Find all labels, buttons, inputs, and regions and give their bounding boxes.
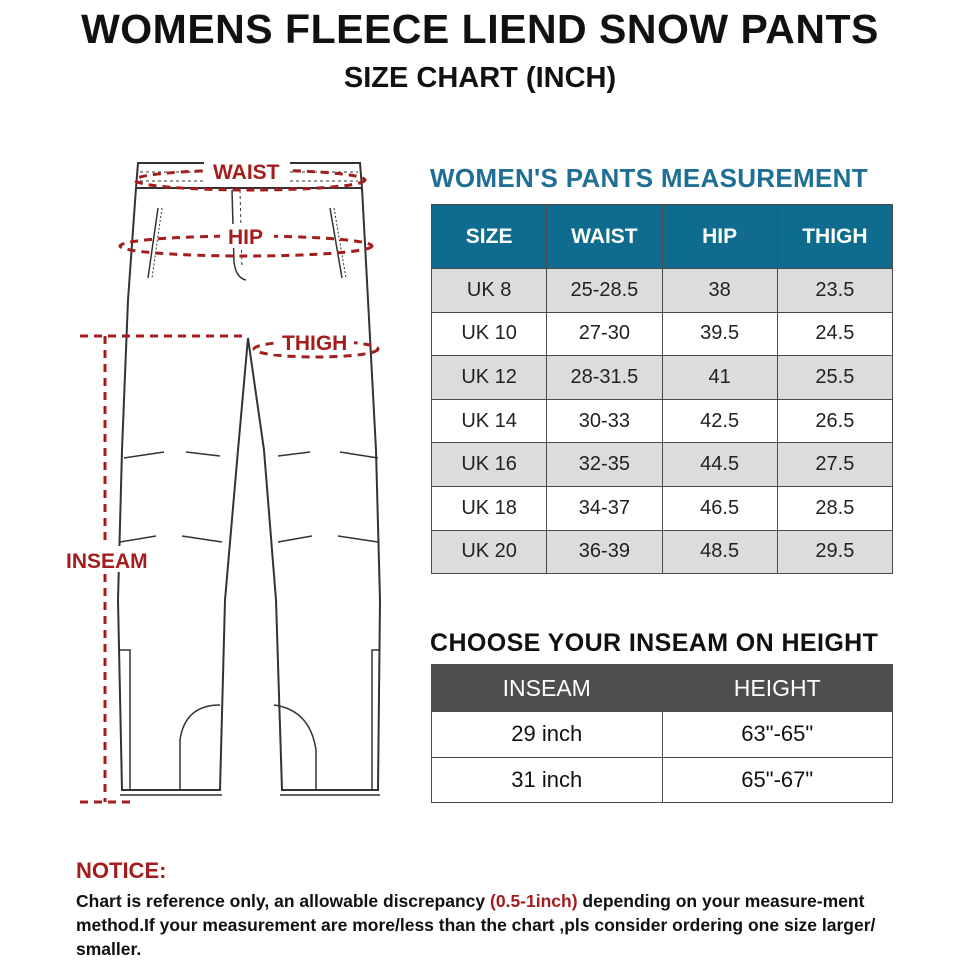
size-table <box>431 204 893 574</box>
inseam-table <box>431 664 893 803</box>
table-cell: UK 12 <box>432 356 547 400</box>
table-cell: 24.5 <box>777 312 892 356</box>
notice-title: NOTICE: <box>76 858 167 883</box>
column-header: THIGH <box>777 205 892 269</box>
column-header: HEIGHT <box>662 665 893 712</box>
column-header: INSEAM <box>432 665 663 712</box>
inseam-label: INSEAM <box>66 550 148 573</box>
thigh-label: THIGH <box>282 332 348 355</box>
table-row <box>432 399 893 443</box>
table-cell: 29 inch <box>432 712 663 758</box>
table-cell: 44.5 <box>662 443 777 487</box>
table-row <box>432 486 893 530</box>
table-cell: 36-39 <box>547 530 662 574</box>
table-cell: UK 14 <box>432 399 547 443</box>
table-row <box>432 312 893 356</box>
page-subtitle: SIZE CHART (INCH) <box>343 62 617 94</box>
table-cell: UK 8 <box>432 269 547 313</box>
table-cell: 65"-67" <box>662 757 893 803</box>
table-row <box>432 530 893 574</box>
hip-label: HIP <box>228 226 264 249</box>
notice-text-start: Chart is reference only, an allowable discrepancy <box>76 891 491 911</box>
table-cell: 32-35 <box>547 443 662 487</box>
table-cell: 42.5 <box>662 399 777 443</box>
table-cell: 28-31.5 <box>547 356 662 400</box>
right-pocket-zipper <box>330 208 342 278</box>
size-table-header <box>432 205 893 269</box>
column-header: HIP <box>662 205 777 269</box>
table-cell: 30-33 <box>547 399 662 443</box>
table-row <box>432 356 893 400</box>
left-leg-outline <box>118 188 248 790</box>
table-cell: 28.5 <box>777 486 892 530</box>
table-cell: UK 20 <box>432 530 547 574</box>
table-row <box>432 443 893 487</box>
table-cell: UK 10 <box>432 312 547 356</box>
table-cell: 29.5 <box>777 530 892 574</box>
table-row <box>432 757 893 803</box>
right-leg-outline <box>248 188 380 790</box>
table-row <box>432 712 893 758</box>
table-cell: 26.5 <box>777 399 892 443</box>
column-header: WAIST <box>547 205 662 269</box>
inseam-heading: CHOOSE YOUR INSEAM ON HEIGHT <box>430 629 879 657</box>
table-cell: 46.5 <box>662 486 777 530</box>
table-cell: 23.5 <box>777 269 892 313</box>
table-cell: 31 inch <box>432 757 663 803</box>
page-title: WOMENS FLEECE LIEND SNOW PANTS <box>81 6 879 52</box>
table-cell: UK 18 <box>432 486 547 530</box>
table-cell: 41 <box>662 356 777 400</box>
table-cell: 39.5 <box>662 312 777 356</box>
pants-diagram <box>60 150 400 810</box>
table-cell: 48.5 <box>662 530 777 574</box>
table-row <box>432 269 893 313</box>
notice-highlight: (0.5-1inch) <box>490 891 578 911</box>
table-cell: 25.5 <box>777 356 892 400</box>
table-cell: 27-30 <box>547 312 662 356</box>
inseam-table-header <box>432 665 893 712</box>
table-cell: 63"-65" <box>662 712 893 758</box>
table-cell: 27.5 <box>777 443 892 487</box>
table-cell: 25-28.5 <box>547 269 662 313</box>
measurement-heading: WOMEN'S PANTS MEASUREMENT <box>430 163 868 193</box>
table-cell: 34-37 <box>547 486 662 530</box>
table-cell: 38 <box>662 269 777 313</box>
notice-text-end: depending on your measure-ment method.If your measurement are more/less than the chart ,pls consider ordering one size larger/ smaller. <box>76 891 876 959</box>
waist-label: WAIST <box>213 161 280 184</box>
column-header: SIZE <box>432 205 547 269</box>
notice-text <box>76 889 906 960</box>
table-cell: UK 16 <box>432 443 547 487</box>
